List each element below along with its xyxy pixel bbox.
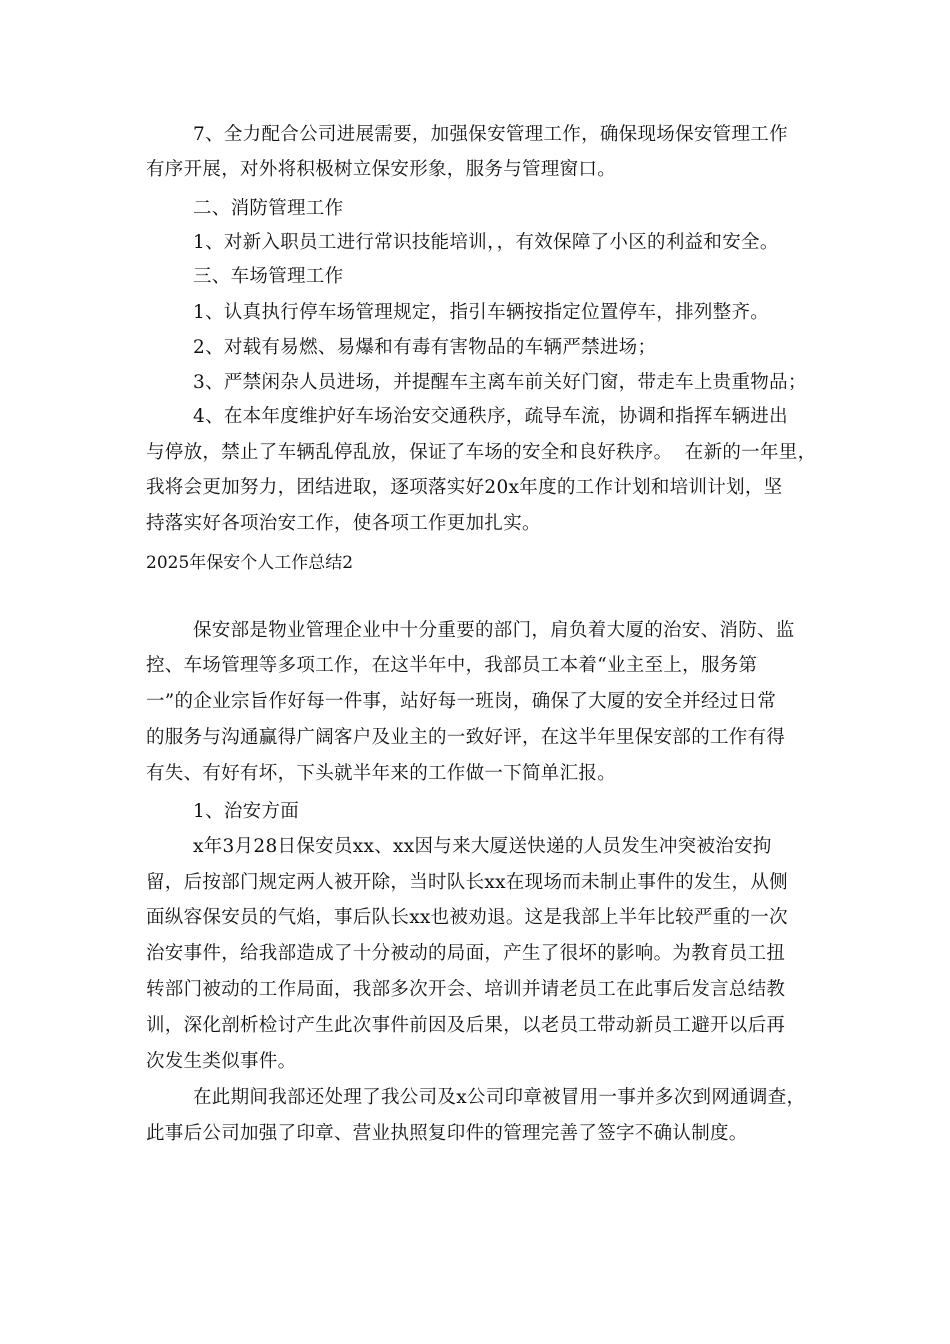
paragraph-line: 我将会更加努力，团结进取，逐项落实好20x年度的工作计划和培训计划，坚 [146, 477, 783, 498]
paragraph-line: 7、全力配合公司进展需要，加强保安管理工作，确保现场保安管理工作 [193, 124, 788, 145]
paragraph-line: 持落实好各项治安工作，使各项工作更加扎实。 [146, 513, 541, 534]
paragraph-line: 此事后公司加强了印章、营业执照复印件的管理完善了签字不确认制度。 [146, 1123, 748, 1144]
section-heading: 三、车场管理工作 [193, 266, 344, 287]
section-heading: 二、消防管理工作 [193, 198, 344, 219]
paragraph-line: 有失、有好有坏，下头就半年来的工作做一下简单汇报。 [146, 763, 617, 784]
paragraph-line: 控、车场管理等多项工作，在这半年中，我部员工本着“业主至上，服务第 [146, 655, 758, 676]
paragraph-line: 一”的企业宗旨作好每一件事，站好每一班岗，确保了大厦的安全并经过日常 [146, 691, 777, 712]
paragraph-line: 1、认真执行停车场管理规定，指引车辆按指定位置停车，排列整齐。 [193, 302, 770, 323]
paragraph-line: 在此期间我部还处理了我公司及x公司印章被冒用一事并多次到网通调查， [193, 1087, 806, 1108]
paragraph-line: 治安事件，给我部造成了十分被动的局面，产生了很坏的影响。为教育员工扭 [146, 943, 786, 964]
paragraph-line: 与停放，禁止了车辆乱停乱放，保证了车场的安全和良好秩序。 在新的一年里， [146, 442, 817, 463]
paragraph-line: 保安部是物业管理企业中十分重要的部门，肩负着大厦的治安、消防、监 [193, 620, 795, 641]
paragraph-line: 面纵容保安员的气焰，事后队长xx也被劝退。这是我部上半年比较严重的一次 [146, 907, 788, 928]
section-heading: 1、治安方面 [193, 801, 300, 822]
paragraph-line: x年3月28日保安员xx、xx因与来大厦送快递的人员发生冲突被治安拘 [193, 836, 772, 857]
paragraph-line: 次发生类似事件。 [146, 1051, 297, 1072]
paragraph-line: 1、对新入职员工进行常识技能培训，，有效保障了小区的利益和安全。 [193, 232, 779, 253]
paragraph-line: 2、对载有易燃、易爆和有毒有害物品的车辆严禁进场； [193, 337, 657, 358]
paragraph-line: 有序开展，对外将积极树立保安形象，服务与管理窗口。 [146, 159, 617, 180]
paragraph-line: 的服务与沟通赢得广阔客户及业主的一致好评，在这半年里保安部的工作有得 [146, 727, 786, 748]
paragraph-line: 3、严禁闲杂人员进场，并提醒车主离车前关好门窗，带走车上贵重物品； [193, 372, 807, 393]
paragraph-line: 转部门被动的工作局面，我部多次开会、培训并请老员工在此事后发言总结教 [146, 979, 786, 1000]
section-title: 2025年保安个人工作总结2 [146, 553, 354, 573]
paragraph-line: 留，后按部门规定两人被开除，当时队长xx在现场而未制止事件的发生，从侧 [146, 872, 788, 893]
paragraph-line: 4、在本年度维护好车场治安交通秩序，疏导车流，协调和指挥车辆进出 [193, 406, 788, 427]
paragraph-line: 训，深化剖析检讨产生此次事件前因及后果，以老员工带动新员工避开以后再 [146, 1015, 786, 1036]
